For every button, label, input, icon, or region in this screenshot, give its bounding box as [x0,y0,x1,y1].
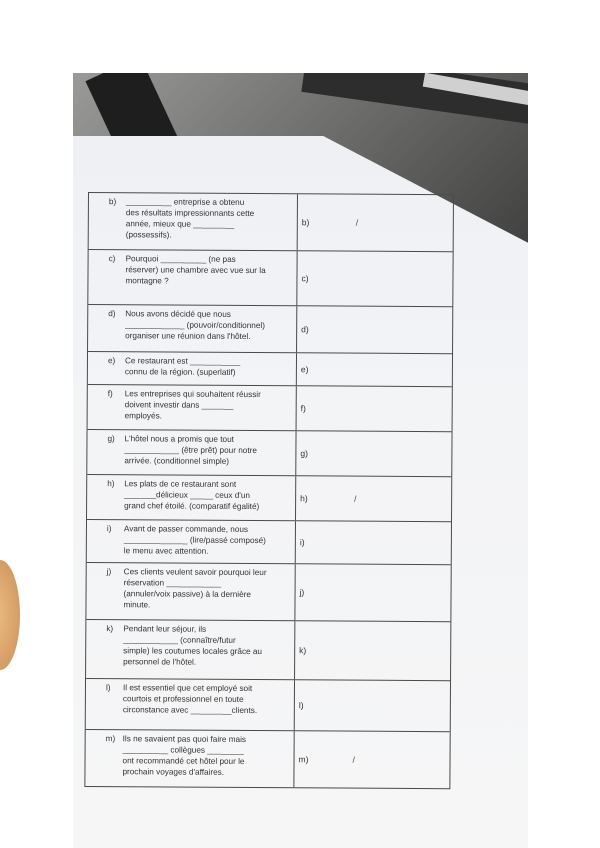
answer-label: g) [300,448,309,459]
answer-label: j) [299,587,305,598]
question-cell [88,305,297,352]
exercise-row [87,520,451,565]
question-text: L'hôtel nous a promis que tout ____________ (être prêt) pour notre arrivée. (conditionnel simple) [124,434,257,466]
exercise-row [89,193,453,252]
question-letter: g) [107,434,115,444]
exercise-row [88,250,452,307]
question-letter: d) [108,309,116,319]
question-text: Ils ne savaient pas quoi faire mais __________ collègues ________ ont recommandé cet hôtel pour le prochain voyages d'affaires. [122,734,247,777]
question-cell [87,475,296,520]
question-cell [87,430,296,475]
question-text: Ce restaurant est ___________ connu de la région. (superlatif) [124,356,241,377]
question-letter: b) [108,197,117,207]
answer-slash-mark: / [355,217,359,228]
answer-cell[interactable] [298,194,453,251]
question-text: __________ entreprise a obtenu des résultats impressionnants cette année, mieux que _________ (possessifs). [125,197,255,240]
question-cell [86,563,295,620]
answer-label: d) [301,324,309,335]
exercise-row [86,679,450,732]
answer-slash-mark: / [352,754,355,765]
exercise-table [84,192,454,789]
exercise-row [87,430,451,477]
exercise-row [88,305,452,354]
answer-cell[interactable] [297,353,452,386]
question-text: Les plats de ce restaurant sont _______délicieux _____ ceux d'un grand chef étoilé. (comparatif égalité) [124,479,260,512]
answer-cell[interactable] [297,306,452,353]
answer-label: h) [300,493,308,504]
question-text: Les entreprises qui souhaitent réussir doivent investir dans _______ employés. [124,389,261,421]
answer-cell[interactable] [294,731,449,788]
finger [0,560,20,670]
question-cell [88,250,297,305]
exercise-row [88,385,452,432]
answer-cell[interactable] [296,431,451,476]
question-text: Pourquoi __________ (ne pas réserver) une chambre avec vue sur la montagne ? [125,254,266,286]
question-letter: c) [108,254,116,264]
answer-cell[interactable] [295,680,450,731]
exercise-row [87,475,451,522]
answer-label: f) [300,403,306,414]
answer-slash-mark: / [354,493,357,504]
answer-cell[interactable] [297,386,452,431]
question-letter: m) [105,734,116,744]
answer-label: k) [299,645,307,656]
answer-cell[interactable] [297,251,452,306]
answer-cell[interactable] [296,521,451,564]
exercise-row [86,563,450,622]
question-cell [86,679,295,730]
exercise-row [86,620,450,681]
answer-cell[interactable] [296,476,451,521]
exercise-row [88,352,452,387]
question-letter: h) [107,479,115,489]
answer-label: l) [298,700,304,711]
question-letter: i) [106,524,112,534]
question-cell [88,352,297,385]
answer-label: b) [301,217,310,228]
question-text: Ces clients veulent savoir pourquoi leur réservation ____________ (annuler/voix passive) à la dernière minute. [123,567,267,610]
answer-cell[interactable] [295,621,450,680]
question-cell [89,193,298,250]
question-letter: f) [107,389,113,399]
question-cell [87,520,296,563]
question-letter: l) [105,683,111,693]
question-letter: j) [106,567,112,577]
question-text: Il est essentiel que cet employé soit courtois et professionnel en toute circonstance avec _________clients. [122,683,258,716]
question-letter: k) [106,624,114,634]
question-letter: e) [107,356,116,366]
question-cell [88,385,297,430]
question-cell [85,730,294,787]
exercise-row [85,730,449,788]
answer-label: c) [301,273,309,284]
question-cell [86,620,295,679]
answer-label: m) [298,754,309,765]
question-text: Avant de passer commande, nous ______________ (lire/passé composé) le menu avec attention. [123,524,266,556]
answer-label: i) [299,537,305,548]
question-text: Pendant leur séjour, ils ____________ (connaître/futur simple) les coutumes locales grâce au personnel de l'hôtel. [123,624,263,667]
answer-cell[interactable] [295,564,450,621]
answer-label: e) [300,364,309,375]
question-text: Nous avons décidé que nous _____________ (pouvoir/conditionnel) organiser une réunion dans l'hôtel. [125,309,265,341]
